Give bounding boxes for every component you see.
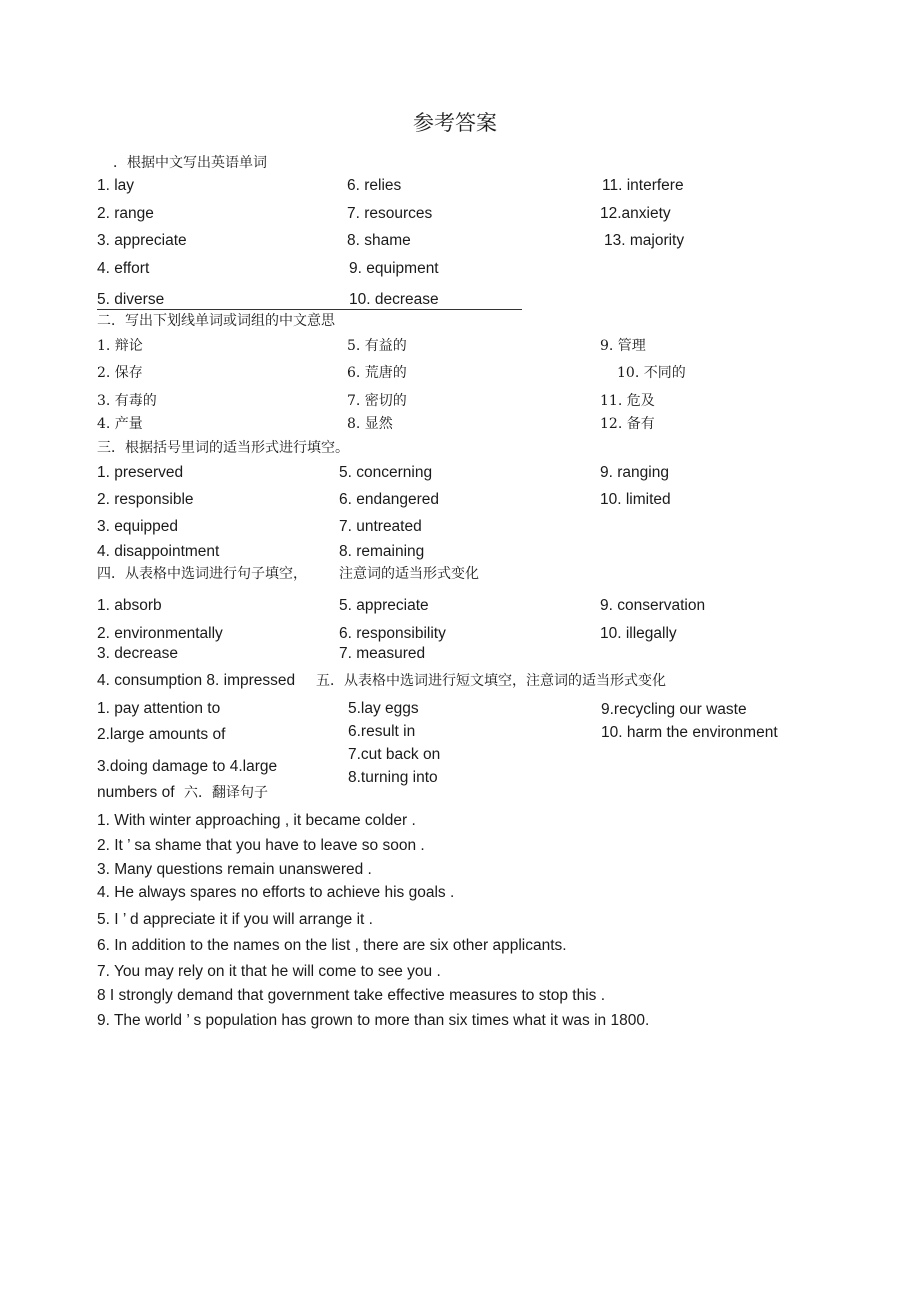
s5-answer: 7.cut back on xyxy=(348,746,441,763)
s4-answer: 7. measured xyxy=(339,645,426,662)
translation-sentence: 1. With winter approaching , it became colder . xyxy=(97,812,416,829)
s4-answer: 6. responsibility xyxy=(339,625,446,642)
section-5-heading: 五．从表格中选词进行短文填空，注意词的适当形式变化 xyxy=(316,673,666,689)
s2-answer: 10. 不同的 xyxy=(617,365,686,381)
s3-answer: 2. responsible xyxy=(97,491,194,508)
s1-answer: 7. resources xyxy=(347,205,433,222)
s3-answer: 7. untreated xyxy=(339,518,422,535)
s3-answer: 5. concerning xyxy=(339,464,433,481)
s1-answer: 10. decrease xyxy=(349,291,439,308)
s4-answer: 9. conservation xyxy=(600,597,706,614)
translation-sentence: 5. I ’ d appreciate it if you will arrange it . xyxy=(97,911,373,928)
s5-answer: numbers of xyxy=(97,784,175,801)
s2-answer: 2. 保存 xyxy=(97,365,143,381)
s2-answer: 6. 荒唐的 xyxy=(347,365,407,381)
s1-answer: 6. relies xyxy=(347,177,402,194)
s4-answer: 4. consumption 8. impressed xyxy=(97,672,296,689)
section-divider xyxy=(97,309,522,310)
s2-answer: 12. 备有 xyxy=(600,416,655,432)
s1-answer: 4. effort xyxy=(97,260,150,277)
s2-answer: 3. 有毒的 xyxy=(97,393,157,409)
s2-answer: 7. 密切的 xyxy=(347,393,407,409)
s1-answer: 12.anxiety xyxy=(600,205,671,222)
s5-answer: 5.lay eggs xyxy=(348,700,419,717)
s2-answer: 8. 显然 xyxy=(347,416,393,432)
s5-answer: 1. pay attention to xyxy=(97,700,221,717)
translation-sentence: 7. You may rely on it that he will come to see you . xyxy=(97,963,441,980)
s4-answer: 5. appreciate xyxy=(339,597,429,614)
translation-sentence: 4. He always spares no efforts to achieve his goals . xyxy=(97,884,455,901)
s2-answer: 5. 有益的 xyxy=(347,338,407,354)
section-4-heading: 四．从表格中选词进行句子填空， xyxy=(97,566,307,582)
s4-answer: 10. illegally xyxy=(600,625,677,642)
s1-answer: 11. interfere xyxy=(602,177,684,194)
s1-answer: 2. range xyxy=(97,205,154,222)
s2-answer: 4. 产量 xyxy=(97,416,143,432)
translation-sentence: 3. Many questions remain unanswered . xyxy=(97,861,372,878)
s1-answer: 5. diverse xyxy=(97,291,165,308)
s1-answer: 1. lay xyxy=(97,177,135,194)
section-3-heading: 三．根据括号里词的适当形式进行填空。 xyxy=(97,440,349,456)
section-2-heading: 二．写出下划线单词或词组的中文意思 xyxy=(97,313,335,329)
s4-answer: 2. environmentally xyxy=(97,625,223,642)
s4-answer: 3. decrease xyxy=(97,645,178,662)
translation-sentence: 9. The world ’ s population has grown to more than six times what it was in 1800. xyxy=(97,1012,650,1029)
section-6-heading: 六．翻译句子 xyxy=(184,785,268,801)
s5-answer: 6.result in xyxy=(348,723,416,740)
s1-answer: 13. majority xyxy=(604,232,685,249)
page-title: 参考答案 xyxy=(413,111,497,135)
translation-sentence: 8 I strongly demand that government take effective measures to stop this . xyxy=(97,987,606,1004)
s5-answer: 8.turning into xyxy=(348,769,438,786)
section-1-heading: ．根据中文写出英语单词 xyxy=(113,155,267,171)
s4-answer: 1. absorb xyxy=(97,597,162,614)
s3-answer: 9. ranging xyxy=(600,464,669,481)
s2-answer: 11. 危及 xyxy=(600,393,655,409)
s2-answer: 9. 管理 xyxy=(600,338,646,354)
translation-sentence: 2. It ’ sa shame that you have to leave so soon . xyxy=(97,837,425,854)
s3-answer: 10. limited xyxy=(600,491,671,508)
translation-sentence: 6. In addition to the names on the list , there are six other applicants. xyxy=(97,937,567,954)
s1-answer: 8. shame xyxy=(347,232,411,249)
s1-answer: 3. appreciate xyxy=(97,232,187,249)
s3-answer: 6. endangered xyxy=(339,491,439,508)
s5-answer: 3.doing damage to 4.large xyxy=(97,758,278,775)
s5-answer: 2.large amounts of xyxy=(97,726,226,743)
s5-answer: 10. harm the environment xyxy=(601,724,778,741)
s3-answer: 8. remaining xyxy=(339,543,425,560)
s3-answer: 4. disappointment xyxy=(97,543,220,560)
s2-answer: 1. 辩论 xyxy=(97,338,143,354)
s5-answer: 9.recycling our waste xyxy=(601,701,747,718)
s3-answer: 3. equipped xyxy=(97,518,179,535)
s3-answer: 1. preserved xyxy=(97,464,184,481)
section-4-heading-note: 注意词的适当形式变化 xyxy=(339,566,479,582)
s1-answer: 9. equipment xyxy=(349,260,439,277)
